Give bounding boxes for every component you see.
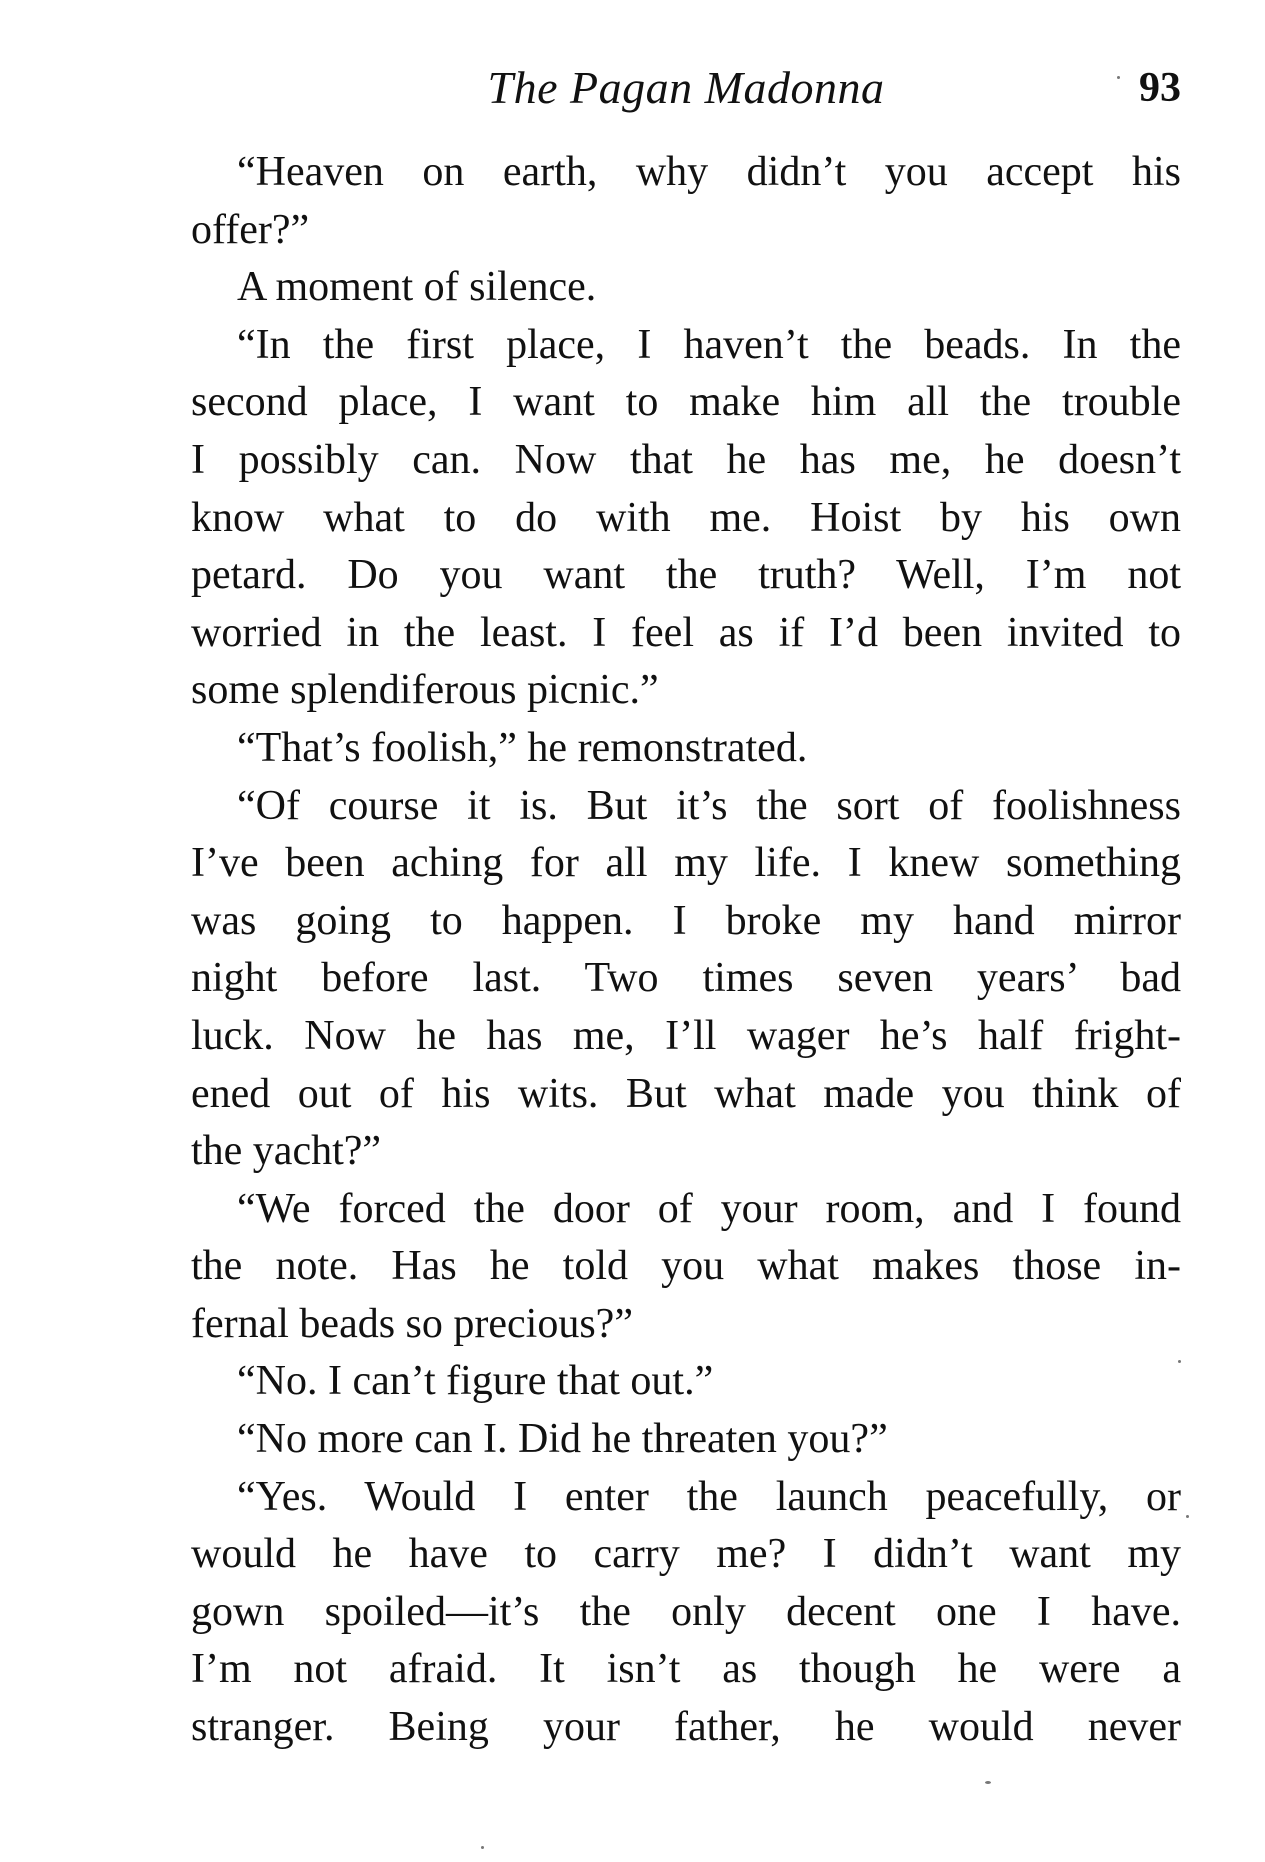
text-line: night before last. Two times seven years’ bad — [191, 955, 1181, 1002]
text-line: know what to do with me. Hoist by his own — [191, 494, 1181, 541]
text-line: ened out of his wits. But what made you think of — [191, 1070, 1181, 1117]
page-number: 93 — [1139, 65, 1181, 111]
text-line: I possibly can. Now that he has me, he doesn’t — [191, 436, 1181, 483]
text-line: luck. Now he has me, I’ll wager he’s half fright- — [191, 1012, 1181, 1059]
text-line: I’m not afraid. It isn’t as though he were a — [191, 1646, 1181, 1693]
scan-speck — [1178, 1360, 1181, 1363]
text-line: second place, I want to make him all the trouble — [191, 379, 1181, 426]
body-text — [191, 144, 1181, 1757]
text-line: “Yes. Would I enter the launch peacefully, or — [237, 1473, 1181, 1520]
scan-speck — [1117, 76, 1120, 79]
text-line: was going to happen. I broke my hand mirror — [191, 897, 1181, 944]
text-line: the yacht?” — [191, 1128, 382, 1175]
text-line: I’ve been aching for all my life. I knew something — [191, 840, 1181, 887]
text-line: offer?” — [191, 206, 310, 253]
text-line: petard. Do you want the truth? Well, I’m not — [191, 552, 1181, 599]
scan-speck — [1186, 1515, 1189, 1518]
text-line: “No more can I. Did he threaten you?” — [237, 1416, 888, 1463]
text-line: the note. Has he told you what makes those in- — [191, 1243, 1181, 1290]
text-line: would he have to carry me? I didn’t want my — [191, 1531, 1181, 1578]
text-line: “We forced the door of your room, and I found — [237, 1185, 1181, 1232]
text-line: fernal beads so precious?” — [191, 1300, 633, 1347]
running-title: The Pagan Madonna — [487, 62, 885, 113]
text-line: gown spoiled—it’s the only decent one I have. — [191, 1588, 1181, 1635]
scan-speck — [481, 1846, 484, 1849]
text-line: “In the first place, I haven’t the beads. In the — [237, 321, 1181, 368]
text-line: some splendiferous picnic.” — [191, 667, 659, 714]
text-line: A moment of silence. — [237, 264, 597, 311]
text-line: worried in the least. I feel as if I’d been invited to — [191, 609, 1181, 656]
text-line: “That’s foolish,” he remonstrated. — [237, 724, 808, 771]
text-line: stranger. Being your father, he would never — [191, 1704, 1181, 1751]
text-line: “No. I can’t figure that out.” — [237, 1358, 714, 1405]
running-head — [191, 58, 1181, 118]
text-line: “Of course it is. But it’s the sort of foolishness — [237, 782, 1181, 829]
scan-speck — [985, 1781, 991, 1784]
text-line: “Heaven on earth, why didn’t you accept his — [237, 149, 1181, 195]
